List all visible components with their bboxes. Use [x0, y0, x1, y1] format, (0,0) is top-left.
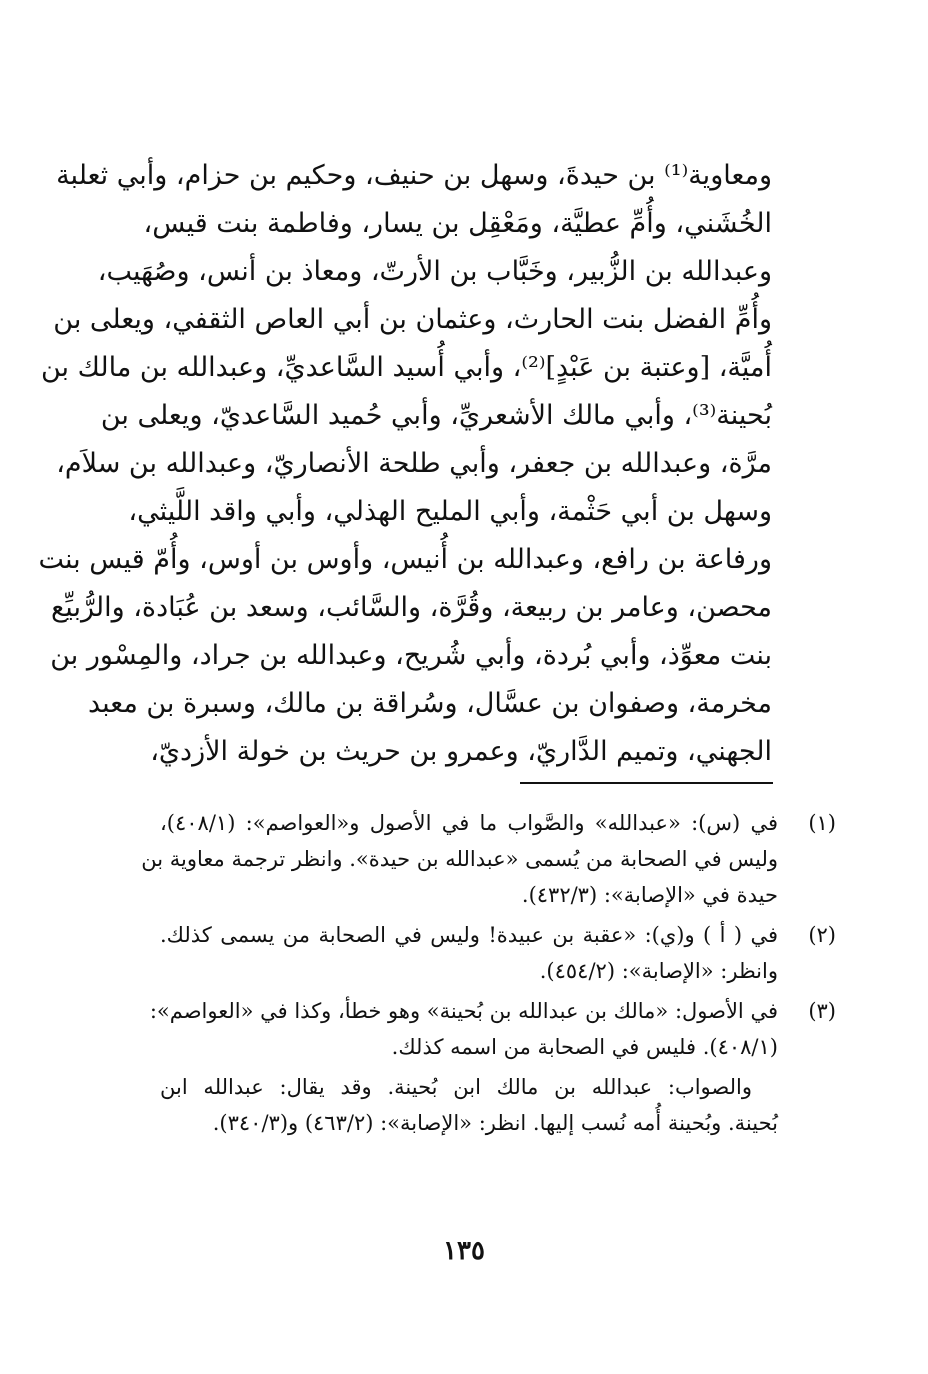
footnote-line: في الأصول: «مالك بن عبدالله بن بُحينة» وهو خطأ، وكذا في «العواصم»:: [149, 999, 778, 1023]
footnote-line: حيدة في «الإصابة»: (٤٣٢/٣).: [521, 883, 778, 907]
main-text-line: مخرمة، وصفوان بن عسَّال، وسُراقة بن مالك، وسبرة بن معبد: [87, 688, 772, 719]
footnotes-block: [141, 805, 836, 1141]
main-text-line: الخُشَني، وأُمِّ عطيَّة، ومَعْقِل بن يسار، وفاطمة بنت قيس،: [143, 208, 772, 239]
footnote-2: [160, 917, 836, 989]
main-text-line: مرَّة، وعبدالله بن جعفر، وأبي طلحة الأنصاريّ، وعبدالله بن سلاَم،: [56, 448, 772, 479]
footnote-number: (١): [808, 811, 836, 835]
main-text-line: أُميَّة، [وعتبة بن عَبْدٍ]⁽²⁾، وأبي أُسيد السَّاعديِّ، وعبدالله بن مالك بن: [40, 352, 772, 383]
main-text-line: ومعاوية⁽¹⁾ بن حيدةَ، وسهل بن حنيف، وحكيم بن حزام، وأبي ثعلبة: [56, 160, 772, 191]
footnote-line: في ( أ ) و(ي): «عقبة بن عبيدة! وليس في الصحابة من يسمى كذلك.: [160, 923, 778, 947]
main-text-line: وأُمِّ الفضل بنت الحارث، وعثمان بن أبي العاص الثقفي، ويعلى بن: [53, 304, 772, 335]
main-text-line: وسهل بن أبي حَثْمة، وأبي المليح الهذلي، وأبي واقد اللَّيثي،: [128, 496, 772, 527]
main-text-line: وعبدالله بن الزُّبير، وخَبَّاب بن الأرتّ، ومعاذ بن أنس، وصُهَيب،: [97, 256, 772, 287]
page-number: ١٣٥: [443, 1236, 485, 1266]
main-text-line: الجهني، وتميم الدَّاريّ، وعمرو بن حريث بن خولة الأزديّ،: [150, 736, 772, 767]
footnote-separator: [520, 782, 773, 784]
footnote-line: وليس في الصحابة من يُسمى «عبدالله بن حيدة». وانظر ترجمة معاوية بن: [141, 847, 778, 871]
footnote-3-continuation: [160, 1069, 836, 1141]
footnote-line: وانظر: «الإصابة»: (٤٥٤/٢).: [539, 959, 778, 983]
main-text-line: ورفاعة بن رافع، وعبدالله بن أُنيس، وأوس بن أوس، وأُمّ قيس بنت: [38, 544, 772, 575]
footnote-line: (٤٠٨/١). فليس في الصحابة من اسمه كذلك.: [391, 1035, 778, 1059]
footnote-line: بُحينة. وبُحينة أُمه نُسب إليها. انظر: «الإصابة»: (٤٦٣/٢) و(٣٤٠/٣).: [212, 1111, 778, 1135]
main-text-line: بنت معوِّذ، وأبي بُردة، وأبي شُريح، وعبدالله بن جراد، والمِسْور بن: [50, 640, 772, 671]
footnote-line: في (س): «عبدالله» والصَّواب ما في الأصول و«العواصم»: (٤٠٨/١)،: [160, 811, 778, 835]
footnote-3: [149, 993, 836, 1065]
main-text-block: [38, 152, 772, 776]
footnote-line: والصواب: عبدالله بن مالك ابن بُحينة. وقد يقال: عبدالله ابن: [160, 1075, 752, 1099]
footnote-number: (٢): [808, 923, 836, 947]
footnote-1: [141, 805, 836, 913]
main-text-line: محصن، وعامر بن ربيعة، وقُرَّة، والسَّائب، وسعد بن عُبَادة، والرُّبيِّع: [50, 592, 772, 623]
footnote-number: (٣): [808, 999, 836, 1023]
main-text-line: بُحينة⁽³⁾، وأبي مالك الأشعريِّ، وأبي حُميد السَّاعديّ، ويعلى بن: [100, 400, 772, 431]
